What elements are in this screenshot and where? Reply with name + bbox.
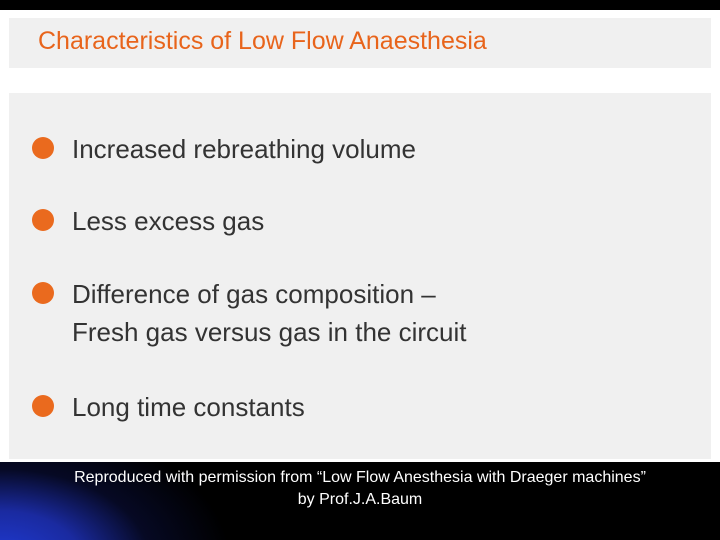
- bullet-line: Increased rebreathing volume: [72, 134, 416, 164]
- orange-bullet-icon: [32, 209, 54, 231]
- slide-title: Characteristics of Low Flow Anaesthesia: [38, 27, 487, 55]
- attribution-line: Reproduced with permission from “Low Flow Anesthesia with Draeger machines”: [74, 469, 646, 486]
- orange-bullet-icon: [32, 282, 54, 304]
- bullet-line: Difference of gas composition –: [72, 279, 436, 309]
- bullet-text: [72, 388, 305, 426]
- bullet-line: Fresh gas versus gas in the circuit: [72, 317, 467, 347]
- bullet-line: Long time constants: [72, 392, 305, 422]
- bullet-line: Less excess gas: [72, 206, 265, 236]
- content-panel: [9, 93, 711, 459]
- attribution-line: by Prof.J.A.Baum: [297, 491, 423, 508]
- orange-bullet-icon: [32, 395, 54, 417]
- orange-bullet-icon: [32, 137, 54, 159]
- attribution-caption: [0, 467, 720, 511]
- bullet-text: [72, 275, 467, 351]
- bullet-text: [72, 202, 264, 240]
- title-panel: [9, 18, 711, 68]
- bullet-text: [72, 130, 416, 168]
